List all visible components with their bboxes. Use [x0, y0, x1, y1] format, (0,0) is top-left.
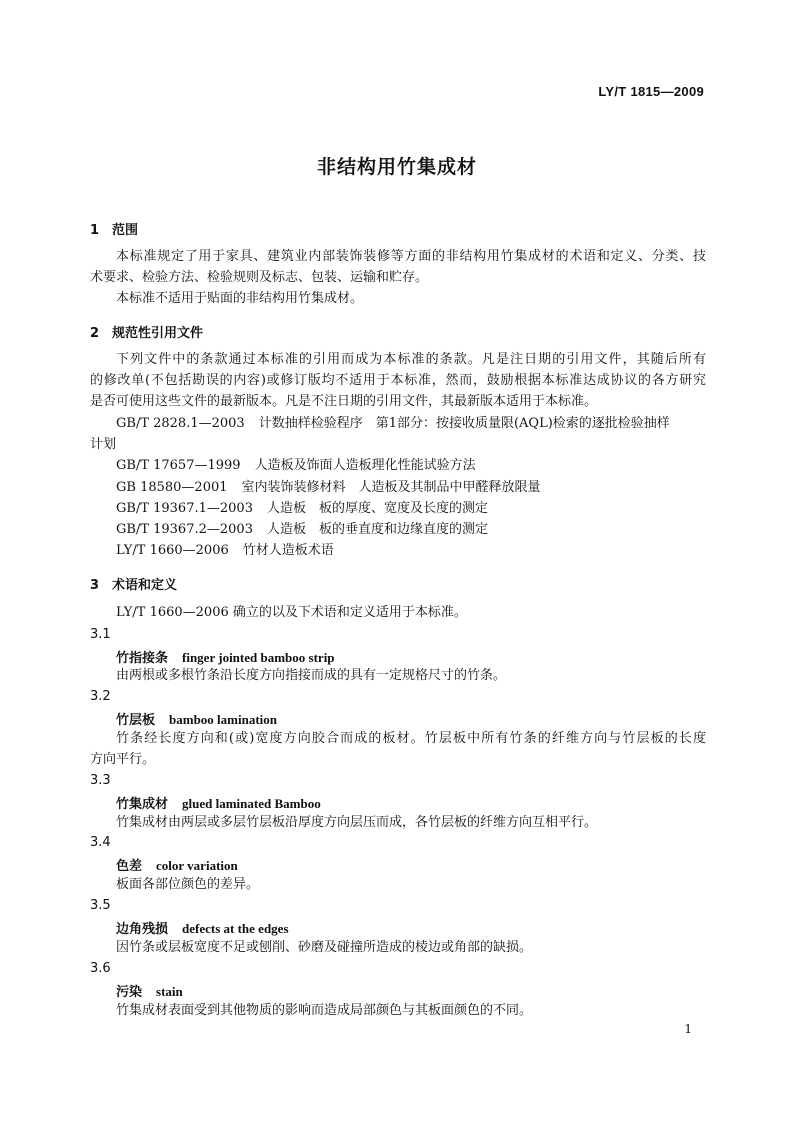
section-title: 范围: [112, 223, 139, 238]
document-title: 非结构用竹集成材: [316, 156, 477, 178]
term-english: glued laminated Bamboo: [182, 796, 321, 811]
reference-title: 人造板及饰面人造板理化性能试验方法: [254, 458, 476, 473]
reference-item: [116, 414, 706, 434]
term-english: finger jointed bamboo strip: [182, 650, 335, 665]
term-entry: [116, 855, 238, 874]
page-number: 1: [684, 1022, 692, 1036]
term-definition-continuation: 方向平行。: [90, 752, 156, 767]
reference-title: 室内装饰装修材料 人造板及其制品中甲醛释放限量: [241, 480, 541, 495]
term-chinese: 竹集成材: [116, 797, 169, 812]
section-heading-scope: [90, 219, 138, 238]
term-number: 3.2: [90, 689, 111, 704]
section-number: 2: [90, 326, 100, 341]
reference-code: GB/T 19367.1—2003: [116, 501, 253, 516]
term-chinese: 边角残损: [116, 922, 169, 937]
term-chinese: 污染: [116, 985, 143, 1000]
term-chinese: 色差: [116, 859, 143, 874]
term-entry: [116, 793, 321, 812]
term-entry: [116, 918, 289, 937]
term-entry: [116, 981, 183, 1000]
term-definition: 因竹条或层板宽度不足或刨削、砂磨及碰撞所造成的棱边或角部的缺损。: [116, 940, 533, 955]
term-english: defects at the edges: [182, 921, 289, 936]
section-number: 1: [90, 223, 100, 238]
term-entry: [116, 647, 335, 666]
paragraph-line: LY/T 1660—2006 确立的以及下术语和定义适用于本标准。: [116, 605, 467, 620]
term-definition: 竹集成材表面受到其他物质的影响而造成局部颜色与其板面颜色的不同。: [116, 1003, 533, 1018]
section-number: 3: [90, 578, 100, 593]
reference-title: 人造板 板的垂直度和边缘直度的测定: [266, 522, 488, 537]
paragraph-line: 本标准规定了用于家具、建筑业内部装饰装修等方面的非结构用竹集成材的术语和定义、分类、技: [116, 249, 706, 264]
section-title: 规范性引用文件: [112, 326, 204, 341]
reference-code: GB/T 2828.1—2003: [116, 416, 245, 431]
section-heading-normative-references: [90, 322, 203, 341]
standard-code: LY/T 1815—2009: [598, 84, 704, 99]
term-entry: [116, 709, 277, 728]
reference-item: [116, 520, 706, 540]
reference-title: 计数抽样检验程序 第1部分：按接收质量限(AQL)检索的逐批检验抽样: [258, 416, 670, 431]
reference-code: GB/T 19367.2—2003: [116, 522, 253, 537]
reference-item: [116, 499, 706, 519]
term-english: stain: [156, 984, 183, 999]
reference-item: [116, 478, 706, 498]
paragraph-line: 的修改单(不包括勘误的内容)或修订版均不适用于本标准，然而，鼓励根据本标准达成协议的各方研究: [90, 373, 706, 388]
reference-code: GB 18580—2001: [116, 480, 228, 495]
term-number: 3.5: [90, 898, 111, 913]
term-number: 3.6: [90, 961, 111, 976]
section-heading-terms: [90, 574, 177, 593]
reference-title: 人造板 板的厚度、宽度及长度的测定: [266, 501, 488, 516]
term-number: 3.3: [90, 773, 111, 788]
term-definition: 板面各部位颜色的差异。: [116, 877, 260, 892]
reference-code: GB/T 17657—1999: [116, 458, 241, 473]
term-chinese: 竹指接条: [116, 651, 169, 666]
paragraph-line: 本标准不适用于贴面的非结构用竹集成材。: [116, 291, 364, 306]
reference-title-continuation: 计划: [90, 437, 117, 452]
reference-title: 竹材人造板术语: [242, 543, 334, 558]
term-number: 3.1: [90, 627, 111, 642]
term-definition: 由两根或多根竹条沿长度方向指接而成的具有一定规格尺寸的竹条。: [116, 668, 507, 683]
paragraph-line: 是否可使用这些文件的最新版本。凡是不注日期的引用文件，其最新版本适用于本标准。: [90, 394, 598, 409]
paragraph-line: 下列文件中的条款通过本标准的引用而成为本标准的条款。凡是注日期的引用文件，其随后所有: [116, 352, 706, 367]
term-chinese: 竹层板: [116, 713, 156, 728]
paragraph-line: 术要求、检验方法、检验规则及标志、包装、运输和贮存。: [90, 270, 429, 285]
reference-item: [116, 456, 706, 476]
term-definition: 竹条经长度方向和(或)宽度方向胶合而成的板材。竹层板中所有竹条的纤维方向与竹层板的长度: [116, 731, 706, 746]
term-english: bamboo lamination: [169, 712, 278, 727]
term-number: 3.4: [90, 835, 111, 850]
term-definition: 竹集成材由两层或多层竹层板沿厚度方向层压而成，各竹层板的纤维方向互相平行。: [116, 815, 598, 830]
term-english: color variation: [156, 858, 238, 873]
reference-code: LY/T 1660—2006: [116, 543, 229, 558]
section-title: 术语和定义: [112, 578, 178, 593]
reference-item: [116, 541, 706, 561]
